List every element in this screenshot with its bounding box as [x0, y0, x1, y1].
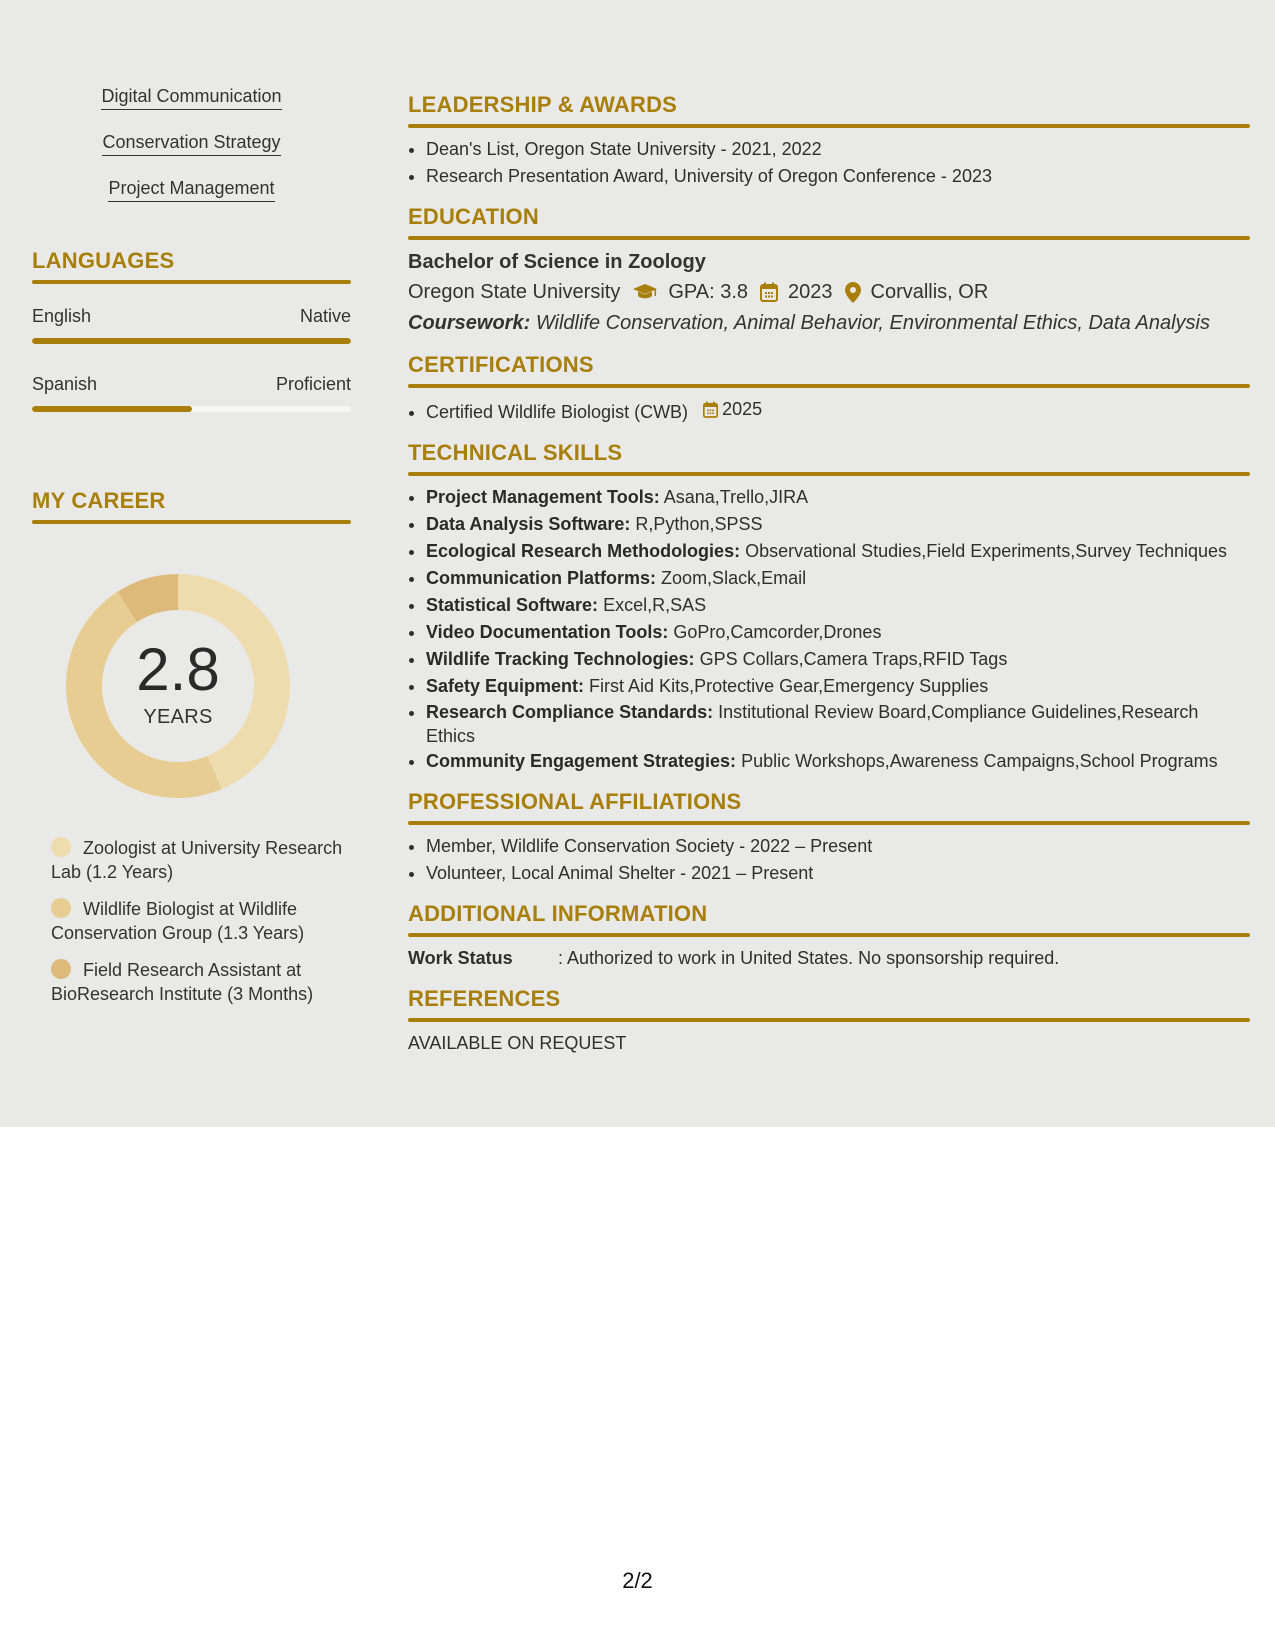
skill-value: Public Workshops,Awareness Campaigns,School Programs: [741, 751, 1218, 771]
references-text: AVAILABLE ON REQUEST: [408, 1033, 627, 1053]
career-legend: [51, 836, 351, 1019]
section-divider: [408, 821, 1250, 825]
list-item: • Volunteer, Local Animal Shelter - 2021 – Present: [426, 860, 1250, 887]
section-title: LANGUAGES: [32, 248, 175, 273]
language-bar-fill: [32, 338, 351, 344]
section-title: LEADERSHIP & AWARDS: [408, 92, 678, 117]
interests-list: [32, 86, 351, 202]
skill-value: Observational Studies,Field Experiments,Survey Techniques: [745, 541, 1228, 561]
graduation-year: 2023: [788, 281, 833, 303]
legend-label: Wildlife Biologist at Wildlife Conservation Group (1.3 Years): [51, 899, 305, 943]
language-name: Spanish: [32, 374, 98, 394]
career-total-years: 2.8: [136, 635, 220, 703]
page-number: 2/2: [622, 1568, 653, 1593]
skill-item: [426, 700, 1250, 748]
section-divider: [32, 520, 351, 524]
calendar-icon: [703, 401, 718, 418]
skill-value: Excel,R,SAS: [603, 595, 707, 615]
list-item: [426, 396, 1250, 426]
skill-label: Community Engagement Strategies:: [426, 751, 737, 771]
language-bar: [32, 406, 351, 412]
skill-label: Statistical Software:: [426, 595, 599, 615]
skills-section: [408, 440, 1250, 775]
legend-dot: [51, 959, 71, 979]
skill-label: Communication Platforms:: [426, 568, 657, 588]
career-total-unit: YEARS: [143, 705, 213, 728]
section-divider: [408, 1018, 1250, 1022]
language-level: Native: [299, 306, 351, 326]
coursework: [408, 308, 1250, 338]
interest-link[interactable]: Conservation Strategy: [102, 132, 280, 156]
skill-item: [426, 619, 1250, 646]
list-item: • Research Presentation Award, University of Oregon Conference - 2023: [426, 163, 1250, 190]
skill-value: Zoom,Slack,Email: [661, 568, 807, 588]
location-pin-icon: [845, 282, 861, 303]
section-divider: [408, 236, 1250, 240]
gpa: GPA: 3.8: [668, 281, 748, 303]
skill-value: R,Python,SPSS: [635, 514, 763, 534]
calendar-icon: [760, 282, 778, 302]
references-section: [408, 986, 1250, 1057]
skill-item: [426, 511, 1250, 538]
section-title: EDUCATION: [408, 204, 539, 229]
leadership-list: [408, 136, 1250, 190]
legend-item: [51, 836, 351, 884]
language-name: English: [32, 306, 92, 326]
language-level: Proficient: [275, 374, 351, 394]
interest-link[interactable]: Project Management: [108, 178, 274, 202]
section-title: TECHNICAL SKILLS: [408, 440, 623, 465]
section-divider: [408, 472, 1250, 476]
skill-label: Research Compliance Standards:: [426, 702, 714, 722]
work-status-label: Work Status: [408, 948, 513, 968]
legend-label: Field Research Assistant at BioResearch Institute (3 Months): [51, 960, 314, 1004]
section-title: REFERENCES: [408, 986, 561, 1011]
affiliations-list: [408, 833, 1250, 887]
section-title: MY CAREER: [32, 488, 166, 513]
skill-label: Video Documentation Tools:: [426, 622, 669, 642]
degree-title: Bachelor of Science in Zoology: [408, 251, 706, 273]
certifications-section: [408, 352, 1250, 426]
skill-label: Data Analysis Software:: [426, 514, 631, 534]
language-bar: [32, 338, 351, 344]
legend-dot: [51, 898, 71, 918]
education-section: [408, 204, 1250, 338]
skill-item: [426, 748, 1250, 775]
section-title: ADDITIONAL INFORMATION: [408, 901, 708, 926]
education-details: [408, 276, 1250, 308]
skill-label: Project Management Tools:: [426, 487, 660, 507]
legend-label: Zoologist at University Research Lab (1.2 Years): [51, 838, 343, 882]
location: Corvallis, OR: [870, 281, 989, 303]
certifications-list: [408, 396, 1250, 426]
work-status-value: : Authorized to work in United States. No sponsorship required.: [558, 948, 1060, 968]
skill-value: Institutional Review Board,Compliance Guidelines,Research Ethics: [426, 702, 1199, 746]
language-item: [32, 306, 351, 344]
section-divider: [32, 280, 351, 284]
graduation-cap-icon: [632, 283, 658, 301]
leadership-section: [408, 92, 1250, 190]
career-donut-chart: [66, 574, 290, 798]
skill-value: First Aid Kits,Protective Gear,Emergency Supplies: [589, 676, 989, 696]
interest-link[interactable]: Digital Communication: [101, 86, 281, 110]
language-bar-fill: [32, 406, 192, 412]
skill-item: [426, 673, 1250, 700]
left-column: [32, 86, 351, 1004]
right-column: [408, 92, 1250, 1071]
skill-label: Ecological Research Methodologies:: [426, 541, 741, 561]
legend-item: [51, 958, 351, 1006]
skill-value: Asana,Trello,JIRA: [663, 487, 809, 507]
coursework-label: Coursework:: [408, 312, 531, 334]
list-item: • Member, Wildlife Conservation Society - 2022 – Present: [426, 833, 1250, 860]
career-section: [32, 488, 351, 524]
section-title: PROFESSIONAL AFFILIATIONS: [408, 789, 742, 814]
section-title: CERTIFICATIONS: [408, 352, 594, 377]
skill-label: Safety Equipment:: [426, 676, 585, 696]
certification-name: Certified Wildlife Biologist (CWB): [426, 402, 689, 422]
legend-dot: [51, 837, 71, 857]
work-status-row: [408, 945, 1250, 972]
school-name: Oregon State University: [408, 281, 621, 303]
section-divider: [408, 384, 1250, 388]
skill-value: GoPro,Camcorder,Drones: [673, 622, 882, 642]
additional-info-section: [408, 901, 1250, 972]
affiliations-section: [408, 789, 1250, 887]
legend-item: [51, 897, 351, 945]
skill-item: [426, 646, 1250, 673]
skill-item: [426, 592, 1250, 619]
coursework-list: Wildlife Conservation, Animal Behavior, Environmental Ethics, Data Analysis: [535, 312, 1211, 334]
section-divider: [408, 124, 1250, 128]
language-item: [32, 374, 351, 412]
skills-list: [408, 484, 1250, 775]
section-divider: [408, 933, 1250, 937]
skill-label: Wildlife Tracking Technologies:: [426, 649, 695, 669]
skill-item: [426, 565, 1250, 592]
languages-section: [32, 248, 351, 412]
certification-year: 2025: [722, 399, 763, 419]
skill-item: [426, 538, 1250, 565]
skill-value: GPS Collars,Camera Traps,RFID Tags: [699, 649, 1008, 669]
skill-item: [426, 484, 1250, 511]
list-item: • Dean's List, Oregon State University - 2021, 2022: [426, 136, 1250, 163]
